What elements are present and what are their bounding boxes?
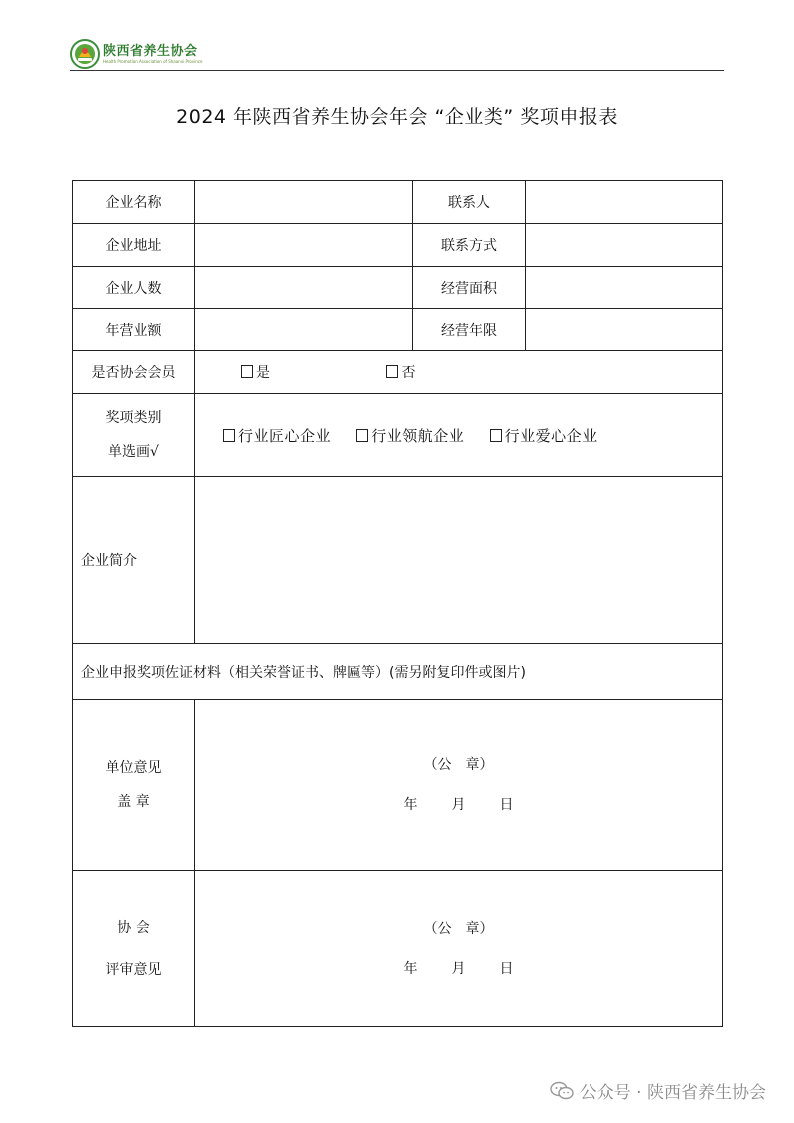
review-label: 评审意见 xyxy=(105,961,162,978)
header xyxy=(70,38,202,70)
unit-opinion-field[interactable] xyxy=(195,700,723,871)
employee-count-field[interactable] xyxy=(195,267,413,309)
award-category-label: 奖项类别 xyxy=(105,410,162,426)
award-option-label: 行业领航企业 xyxy=(371,426,465,445)
company-address-label: 企业地址 xyxy=(73,224,195,267)
unit-opinion-label: 单位意见 xyxy=(105,760,162,776)
date-day: 日 xyxy=(499,797,514,813)
checkbox-icon[interactable] xyxy=(356,429,368,442)
contact-person-field[interactable] xyxy=(526,181,723,224)
annual-revenue-label: 年营业额 xyxy=(73,309,195,351)
wechat-icon xyxy=(550,1081,574,1101)
company-address-field[interactable] xyxy=(195,224,413,267)
contact-method-label: 联系方式 xyxy=(413,224,526,267)
intro-field[interactable] xyxy=(195,477,723,644)
award-option-craftsman[interactable] xyxy=(223,427,331,445)
business-area-field[interactable] xyxy=(526,267,723,309)
watermark-footer xyxy=(550,1078,766,1103)
contact-method-field[interactable] xyxy=(526,224,723,267)
award-category-cell xyxy=(73,394,195,477)
date-year: 年 xyxy=(403,797,418,813)
logo-subtitle: Health Promotion Association of Shaanxi Province xyxy=(103,58,203,64)
date-month: 月 xyxy=(451,960,466,977)
association-review-cell xyxy=(73,871,195,1027)
company-name-label: 企业名称 xyxy=(73,181,195,224)
member-no-label: 否 xyxy=(401,365,416,381)
seal-text: （公 章） xyxy=(423,920,494,937)
contact-person-label: 联系人 xyxy=(413,181,526,224)
award-option-charity[interactable] xyxy=(490,427,598,445)
award-option-leader[interactable] xyxy=(356,427,464,445)
employee-count-label: 企业人数 xyxy=(73,267,195,309)
member-label: 是否协会会员 xyxy=(73,351,195,394)
award-option-label: 行业爱心企业 xyxy=(504,426,598,445)
watermark-text: 公众号 · 陕西省养生协会 xyxy=(579,1083,766,1103)
date-day: 日 xyxy=(499,960,514,977)
seal-text: （公 章） xyxy=(423,757,494,773)
evidence-label: 企业申报奖项佐证材料（相关荣誉证书、牌匾等）(需另附复印件或图片) xyxy=(73,644,723,700)
application-form xyxy=(72,180,723,1027)
checkbox-icon[interactable] xyxy=(386,365,398,378)
association-logo-icon xyxy=(70,39,100,69)
unit-stamp-label: 盖 章 xyxy=(117,794,150,810)
unit-opinion-cell xyxy=(73,700,195,871)
page-title: 2024 年陕西省养生协会年会 “企业类” 奖项申报表 xyxy=(176,106,618,128)
intro-label: 企业简介 xyxy=(73,477,195,644)
date-line xyxy=(195,949,722,989)
member-yes-option[interactable] xyxy=(241,362,270,382)
date-line xyxy=(195,785,722,825)
award-option-label: 行业匠心企业 xyxy=(238,426,332,445)
association-review-field[interactable] xyxy=(195,871,723,1027)
business-years-field[interactable] xyxy=(526,309,723,351)
logo-name: 陕西省养生协会 xyxy=(103,43,198,59)
annual-revenue-field[interactable] xyxy=(195,309,413,351)
member-yes-label: 是 xyxy=(256,365,270,381)
checkbox-icon[interactable] xyxy=(490,429,502,442)
business-area-label: 经营面积 xyxy=(413,267,526,309)
member-options xyxy=(195,351,723,394)
association-label: 协 会 xyxy=(117,919,150,936)
member-no-option[interactable] xyxy=(386,362,415,382)
date-month: 月 xyxy=(451,797,466,813)
checkbox-icon[interactable] xyxy=(223,429,235,442)
checkbox-icon[interactable] xyxy=(241,365,253,378)
header-rule xyxy=(70,70,724,71)
award-options xyxy=(195,394,723,477)
business-years-label: 经营年限 xyxy=(413,309,526,351)
award-select-hint: 单选画√ xyxy=(108,444,159,460)
date-year: 年 xyxy=(403,960,418,977)
company-name-field[interactable] xyxy=(195,181,413,224)
